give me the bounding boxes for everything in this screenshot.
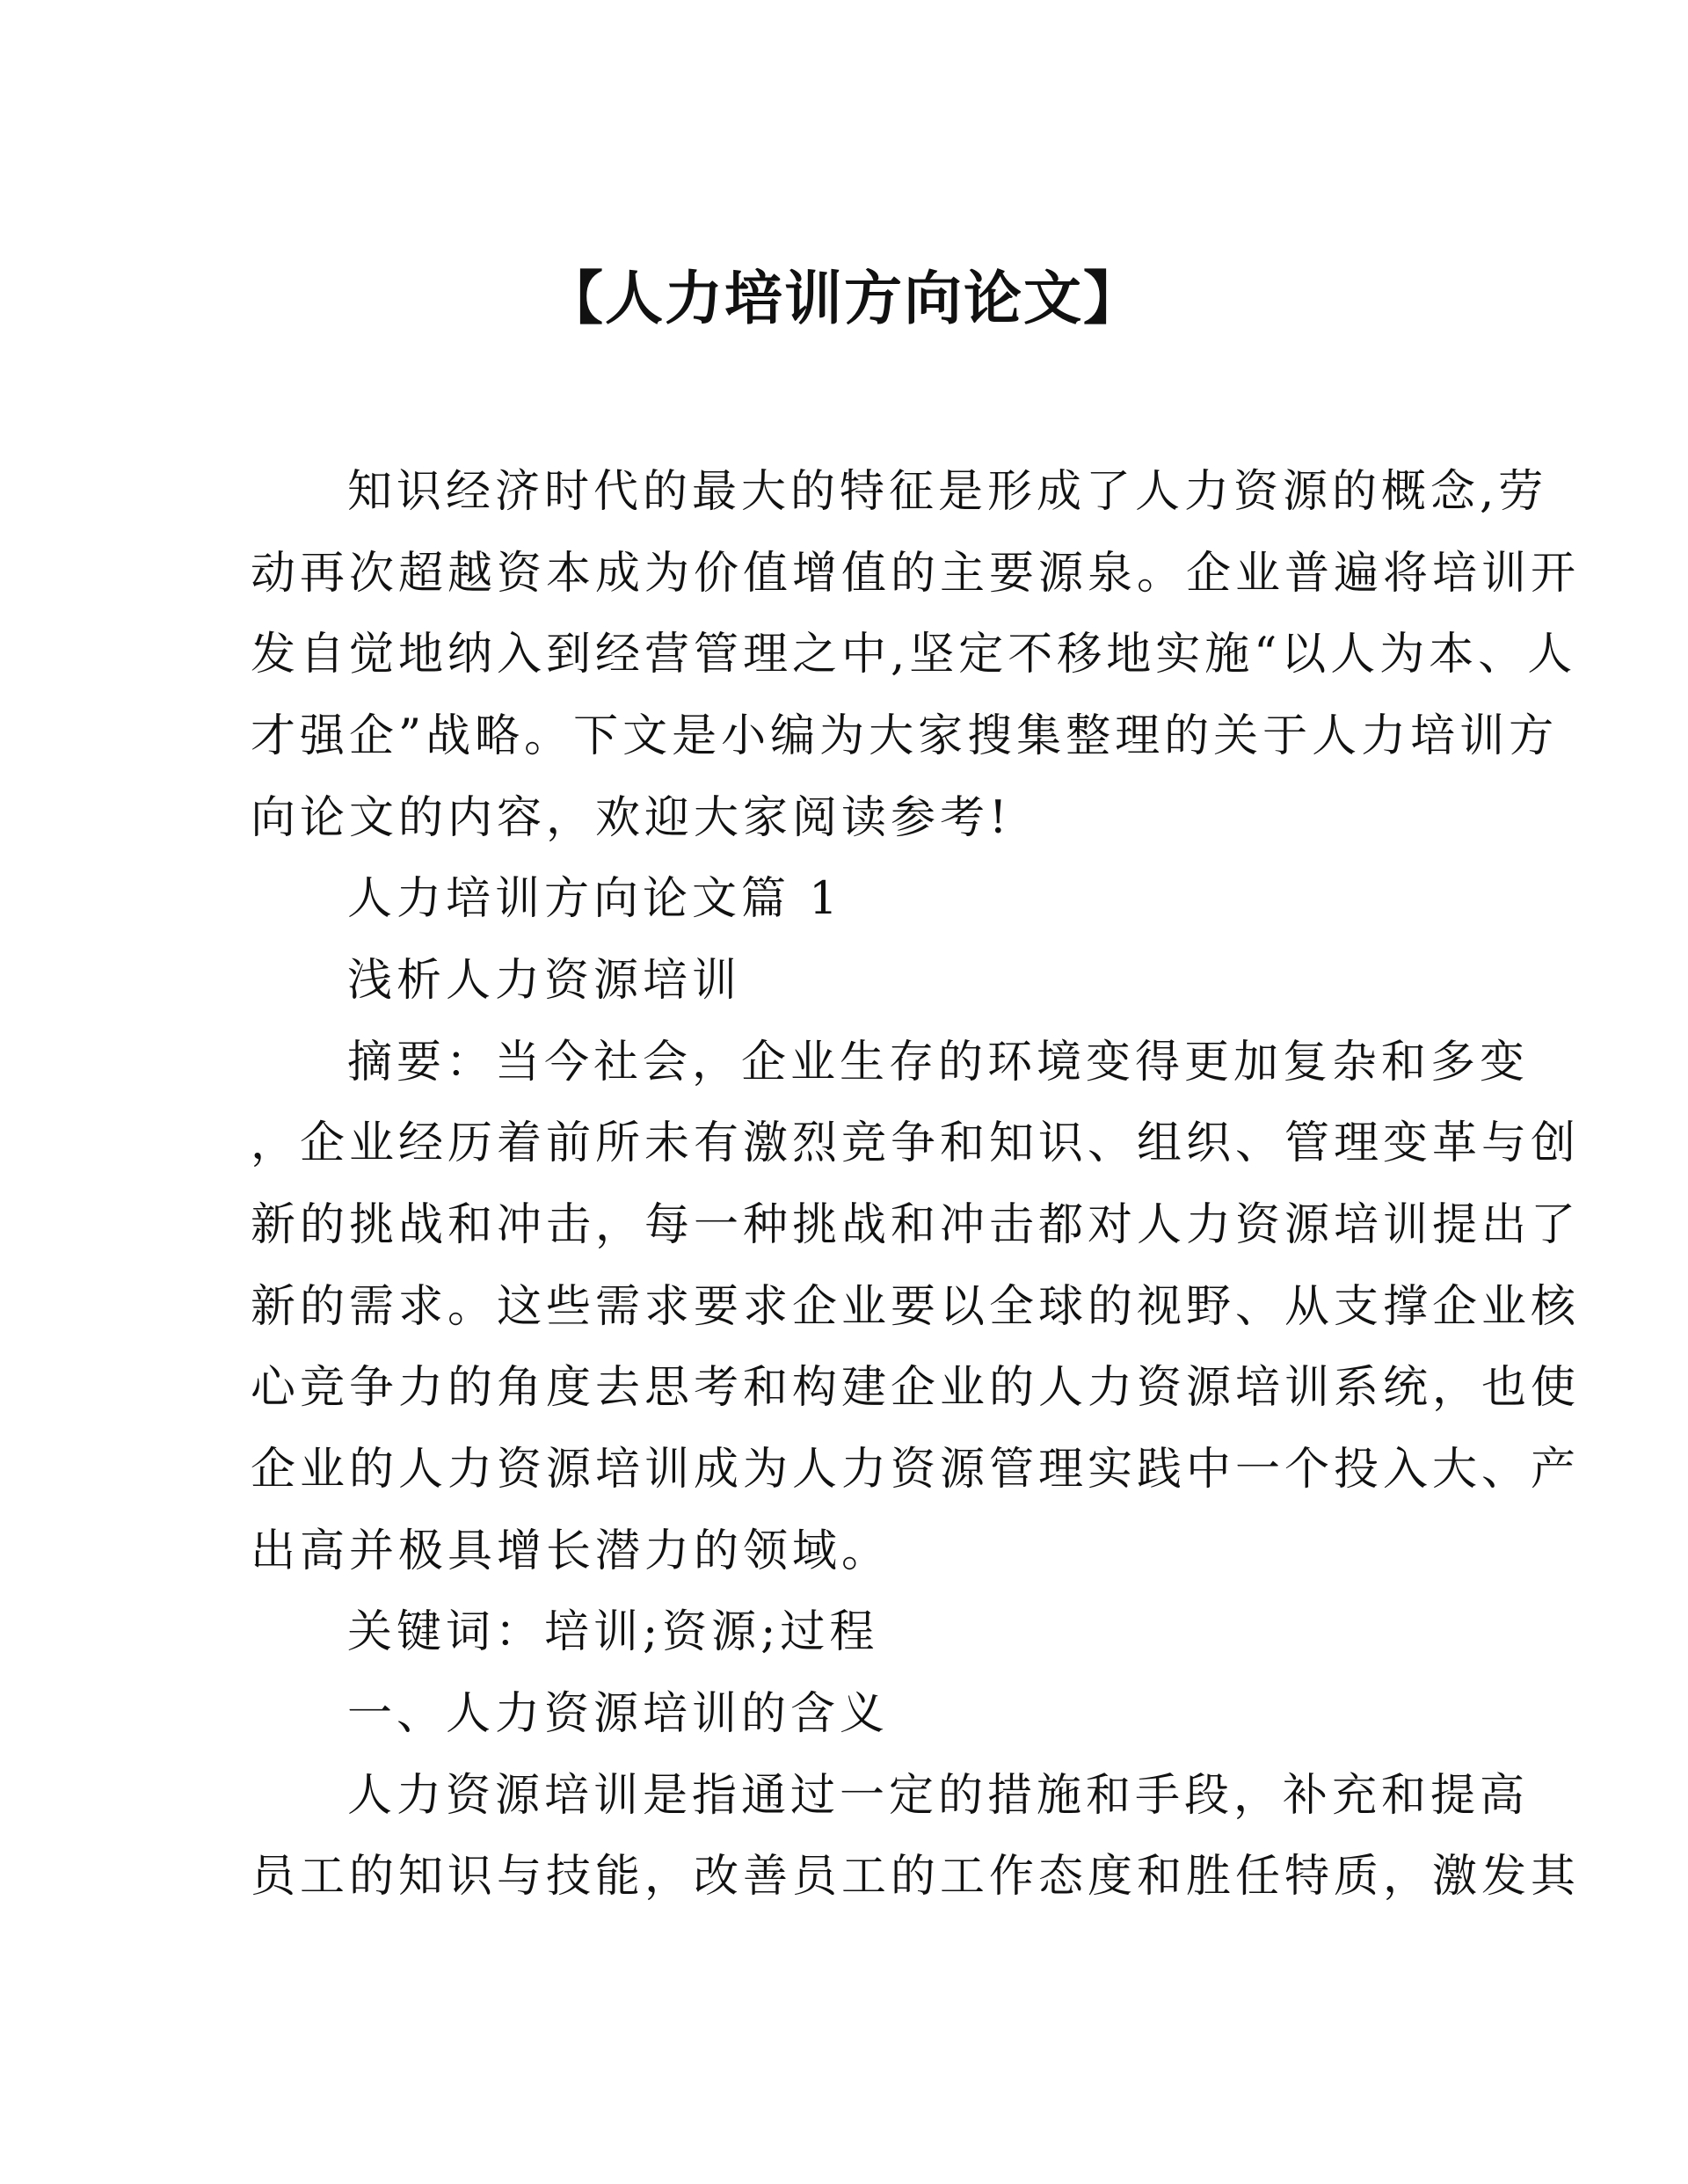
- paragraph-line: 发自觉地纳入到经营管理之中,坚定不移地实施“以人为本、人: [251, 629, 1577, 681]
- abstract-line: 出高并极具增长潜力的领域。: [251, 1525, 891, 1577]
- paragraph-line: 向论文的内容，欢迎大家阅读参考!: [251, 792, 1012, 844]
- article-title: 浅析人力资源培训: [347, 955, 742, 1007]
- paragraph-line: 动再次超越资本成为价值增值的主要源泉。企业普遍将培训开: [251, 548, 1581, 600]
- abstract-line: 新的挑战和冲击，每一种挑战和冲击都对人力资源培训提出了: [251, 1199, 1581, 1251]
- abstract-line: 摘要：当今社会，企业生存的环境变得更加复杂和多变: [347, 1037, 1530, 1088]
- paragraph-line: 知识经济时代的最大的特征是形成了人力资源的概念,劳: [347, 466, 1548, 518]
- section-heading: 人力培训方向论文篇 1: [347, 873, 842, 925]
- document-title: 【人力培训方向论文】: [545, 265, 1143, 332]
- abstract-line: ，企业经历着前所未有激烈竞争和知识、组织、管理变革与创: [251, 1117, 1581, 1169]
- paragraph-line: 员工的知识与技能，改善员工的工作态度和胜任特质，激发其: [251, 1851, 1581, 1903]
- abstract-line: 心竞争力的角度去思考和构建企业的人力资源培训系统，也使: [251, 1362, 1581, 1414]
- paragraph-line: 才强企”战略。下文是小编为大家搜集整理的关于人力培训方: [251, 710, 1559, 762]
- paragraph-line: 人力资源培训是指通过一定的措施和手段，补充和提高: [347, 1770, 1530, 1822]
- keywords-line: 关键词：培训;资源;过程: [347, 1606, 879, 1658]
- abstract-line: 企业的人力资源培训成为人力资源管理实践中一个投入大、产: [251, 1444, 1581, 1496]
- abstract-line: 新的需求。这些需求要求企业要以全球的视野、从支撑企业核: [251, 1281, 1581, 1333]
- section-heading: 一、人力资源培训的含义: [347, 1688, 890, 1740]
